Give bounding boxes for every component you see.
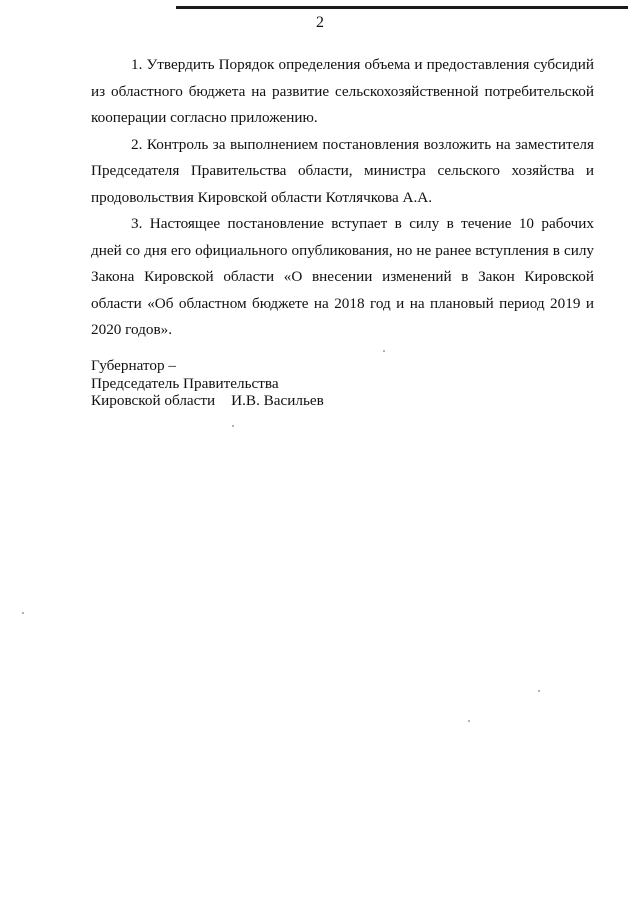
page-number: 2	[316, 14, 324, 31]
scan-speck	[538, 690, 540, 692]
signature-region: Кировской области	[91, 392, 216, 409]
scan-speck	[383, 350, 385, 352]
paragraph-2: 2. Контроль за выполнением постановления возложить на заместителя Председателя Правительства области, министра сельского хозяйства и продовольствия Кировской области Котлячкова А.А.	[91, 135, 594, 206]
signature-title-line-1: Губернатор –	[91, 357, 176, 374]
scan-speck	[232, 425, 234, 427]
scan-speck	[22, 612, 24, 614]
paragraph-1: 1. Утвердить Порядок определения объема и предоставления субсидий из областного бюджета на развитие сельскохозяйственной потребительской кооперации согласно приложению.	[91, 56, 594, 126]
signature-block	[91, 357, 491, 410]
document-body	[91, 52, 594, 344]
scan-speck	[468, 720, 470, 722]
signature-title-line-2: Председатель Правительства	[91, 374, 279, 392]
signature-title-line-3	[91, 392, 491, 410]
paragraph-3: 3. Настоящее постановление вступает в силу в течение 10 рабочих дней со дня его официального опубликования, но не ранее вступления в силу Закона Кировской области «О внесении изменений в Закон Кировской области «Об областном бюджете на 2018 год и на плановый период 2019 и 2020 годов».	[91, 215, 594, 338]
header-rule	[176, 6, 628, 9]
signatory-name: И.В. Васильев	[231, 392, 324, 409]
